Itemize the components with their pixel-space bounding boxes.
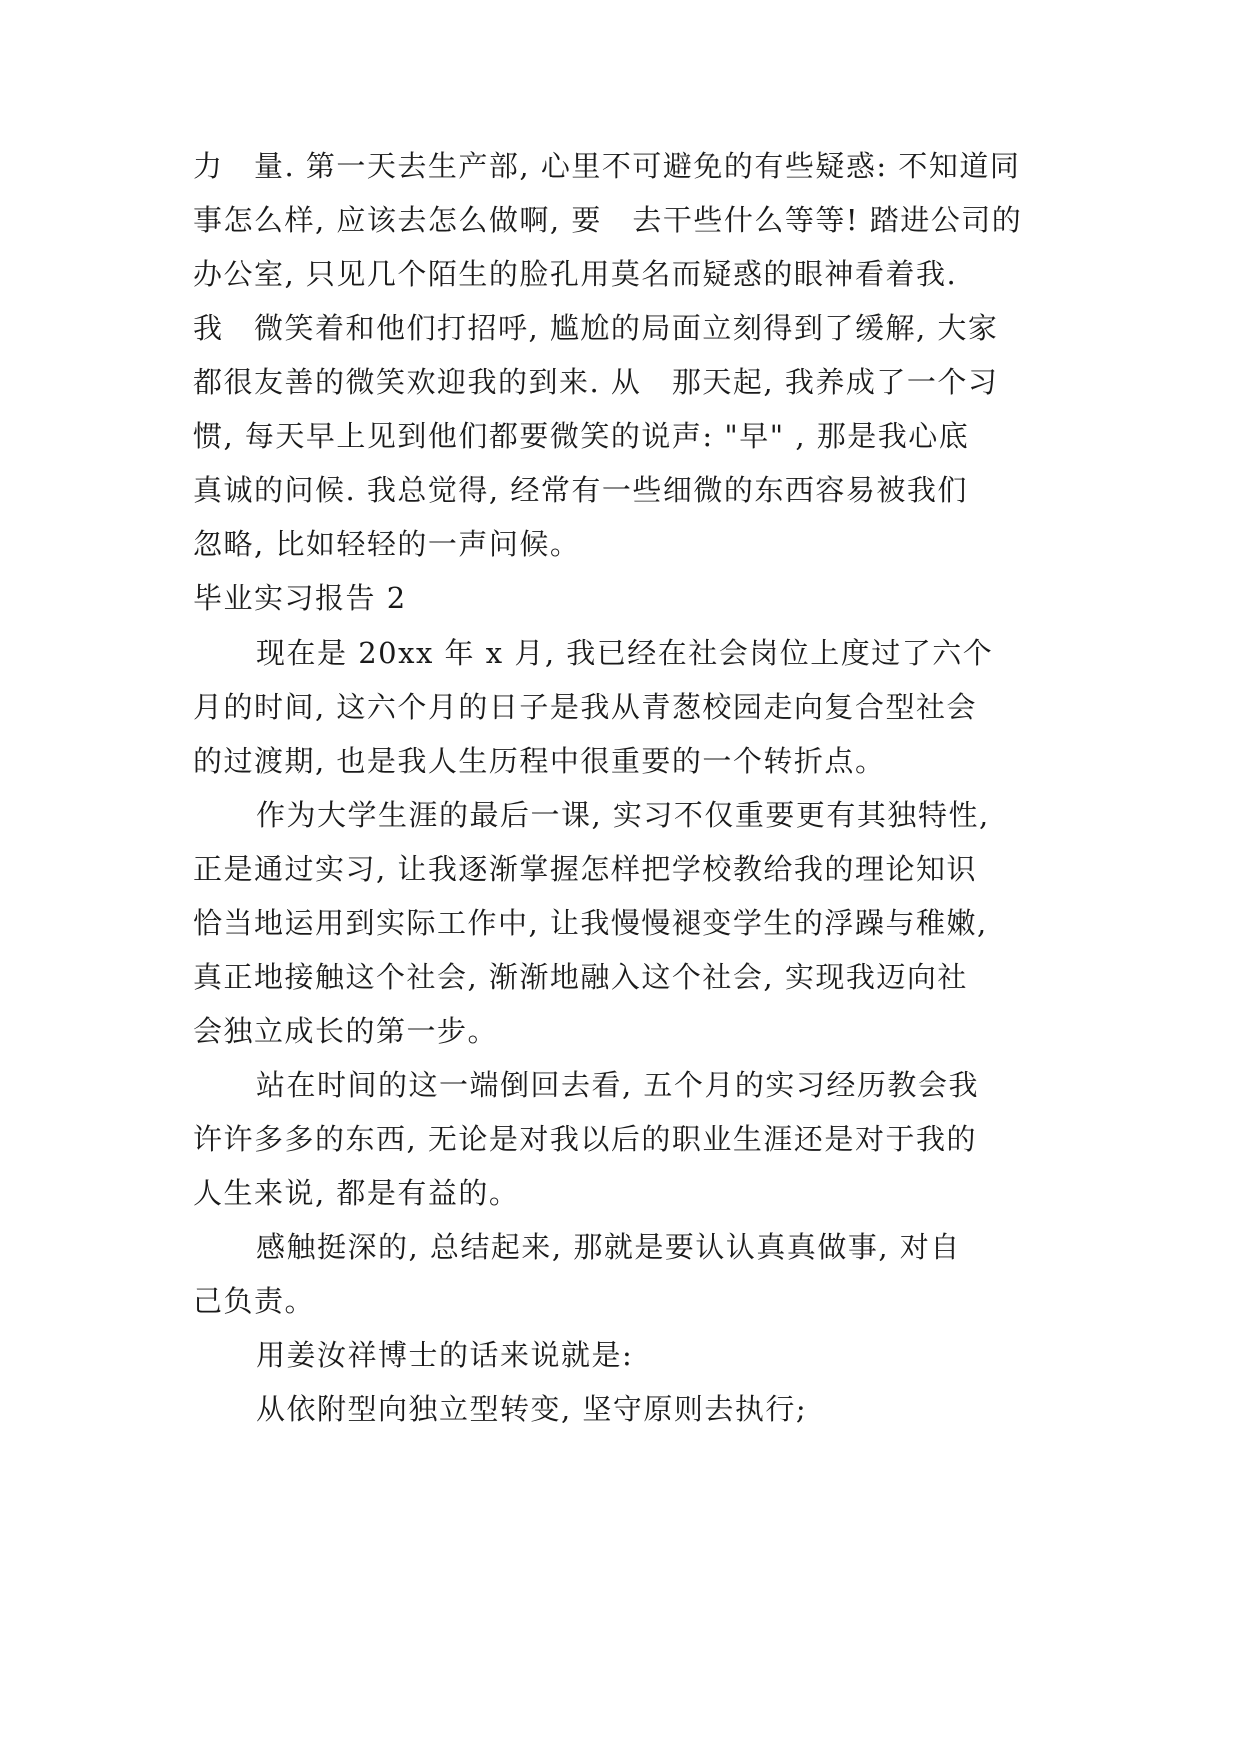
body-line: 作为大学生涯的最后一课, 实习不仅重要更有其独特性, <box>256 798 990 832</box>
body-line: 办公室, 只见几个陌生的脸孔用莫名而疑惑的眼神看着我. <box>193 257 958 291</box>
body-line: 人生来说, 都是有益的。 <box>193 1176 520 1210</box>
body-line: 许许多多的东西, 无论是对我以后的职业生涯还是对于我的 <box>193 1122 977 1156</box>
body-line: 忽略, 比如轻轻的一声问候。 <box>193 527 581 561</box>
body-line: 月的时间, 这六个月的日子是我从青葱校园走向复合型社会 <box>193 690 977 724</box>
body-line: 都很友善的微笑欢迎我的到来. 从 那天起, 我养成了一个习 <box>193 365 999 399</box>
body-line: 正是通过实习, 让我逐渐掌握怎样把学校教给我的理论知识 <box>193 852 977 886</box>
body-line: 惯, 每天早上见到他们都要微笑的说声: "早" , 那是我心底 <box>193 419 970 453</box>
body-line: 现在是 20xx 年 x 月, 我已经在社会岗位上度过了六个 <box>256 636 994 670</box>
body-line: 真正地接触这个社会, 渐渐地融入这个社会, 实现我迈向社 <box>193 960 968 994</box>
body-line: 己负责。 <box>193 1284 316 1318</box>
body-line: 从依附型向独立型转变, 坚守原则去执行; <box>256 1392 808 1426</box>
section-title: 毕业实习报告 2 <box>193 581 407 615</box>
body-line: 会独立成长的第一步。 <box>193 1014 499 1048</box>
body-line: 感触挺深的, 总结起来, 那就是要认认真真做事, 对自 <box>256 1230 961 1264</box>
body-line: 用姜汝祥博士的话来说就是: <box>256 1338 634 1372</box>
body-line: 的过渡期, 也是我人生历程中很重要的一个转折点。 <box>193 744 886 778</box>
body-line: 恰当地运用到实际工作中, 让我慢慢褪变学生的浮躁与稚嫩, <box>193 906 988 940</box>
body-line: 力 量. 第一天去生产部, 心里不可避免的有些疑惑: 不知道同 <box>193 149 1021 183</box>
body-line: 站在时间的这一端倒回去看, 五个月的实习经历教会我 <box>256 1068 979 1102</box>
body-line: 我 微笑着和他们打招呼, 尴尬的局面立刻得到了缓解, 大家 <box>193 311 999 345</box>
body-line: 真诚的问候. 我总觉得, 经常有一些细微的东西容易被我们 <box>193 473 968 507</box>
body-line: 事怎么样, 应该去怎么做啊, 要 去干些什么等等! 踏进公司的 <box>193 203 1023 237</box>
